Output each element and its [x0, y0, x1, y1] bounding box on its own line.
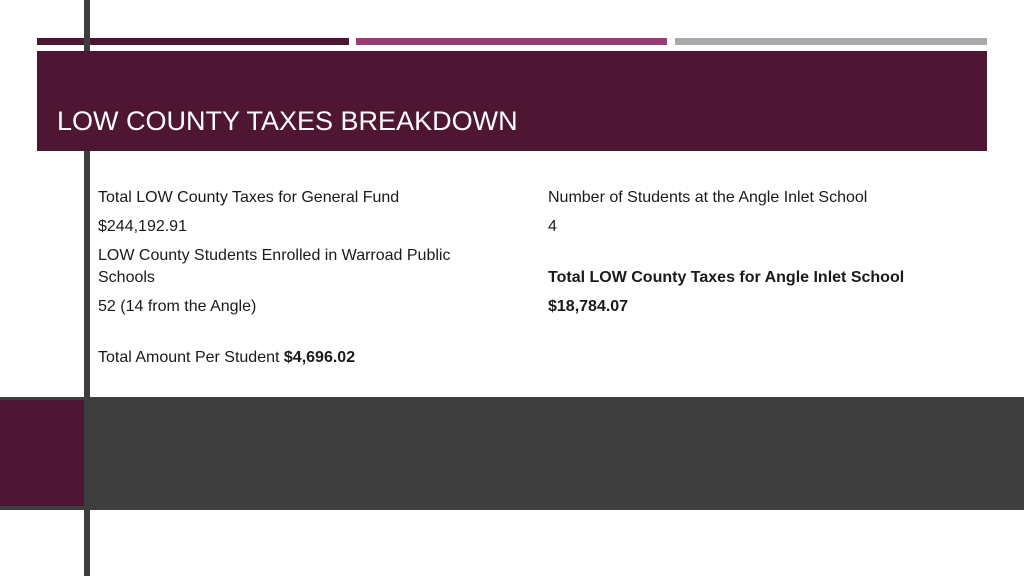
- angle-students-label: Number of Students at the Angle Inlet School: [548, 189, 868, 206]
- accent-bar-gray: [675, 38, 987, 45]
- title-band: [37, 51, 987, 151]
- accent-bar-magenta: [356, 38, 667, 45]
- per-student-value: $4,696.02: [283, 349, 356, 366]
- bottom-accent-square: [0, 400, 84, 506]
- left-content-column: [98, 187, 458, 369]
- bottom-band: [0, 397, 1024, 510]
- page-title: LOW COUNTY TAXES BREAKDOWN: [57, 106, 518, 136]
- angle-taxes-value: $18,784.07: [548, 298, 629, 315]
- per-student-line: [98, 347, 458, 369]
- per-student-label: Total Amount Per Student: [98, 349, 280, 366]
- angle-students-value: 4: [548, 218, 557, 235]
- total-taxes-label: Total LOW County Taxes for General Fund: [98, 189, 400, 206]
- angle-taxes-label: Total LOW County Taxes for Angle Inlet School: [548, 269, 905, 286]
- students-enrolled-label: LOW County Students Enrolled in Warroad Public Schools: [98, 247, 451, 286]
- total-taxes-value: $244,192.91: [98, 218, 187, 235]
- students-enrolled-value: 52 (14 from the Angle): [98, 298, 257, 315]
- right-content-column: [548, 187, 918, 318]
